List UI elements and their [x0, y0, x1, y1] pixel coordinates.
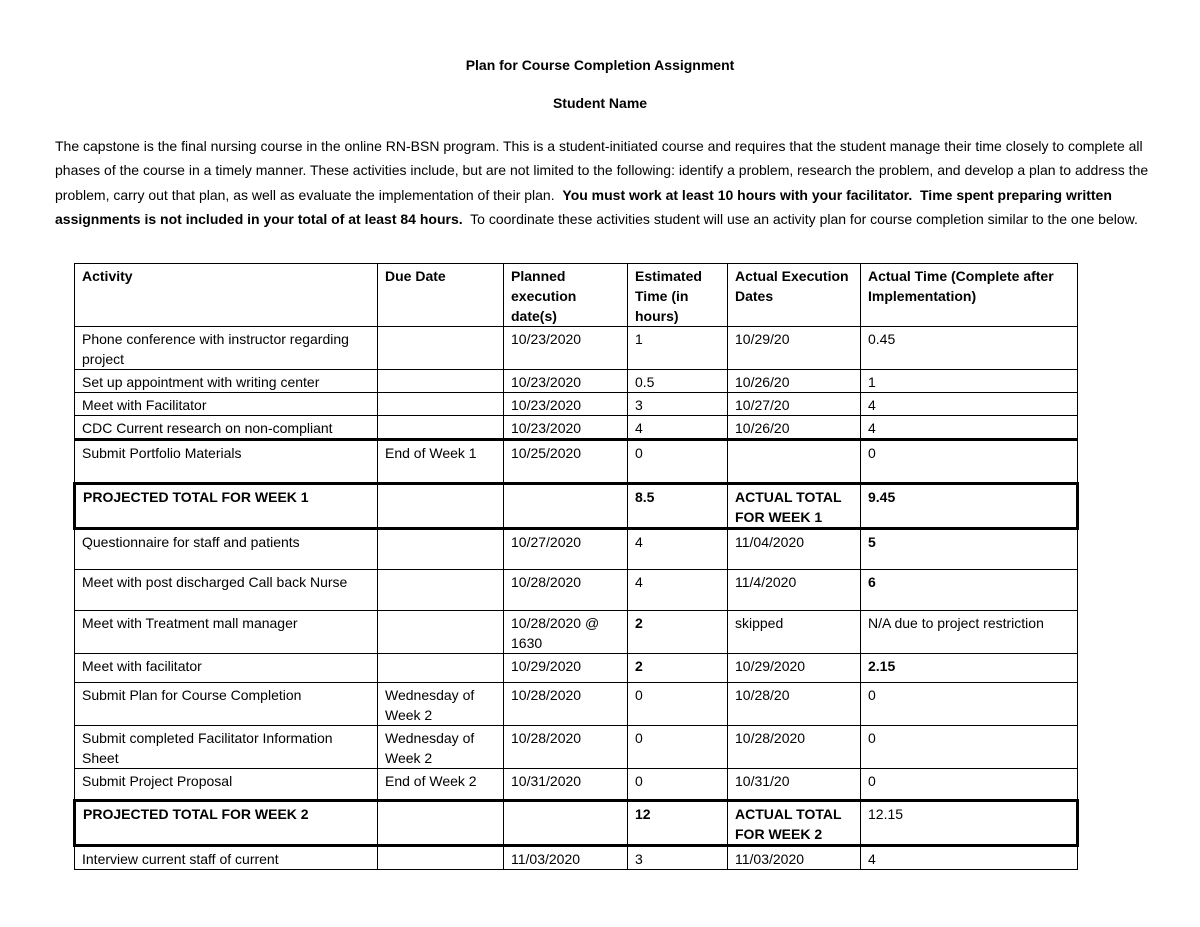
header-actual-dates: Actual Execution Dates — [728, 264, 861, 327]
cell-actual-time: 0 — [861, 726, 1078, 769]
cell-actual-dates — [728, 440, 861, 484]
header-activity: Activity — [75, 264, 378, 327]
cell-actual-time: 0 — [861, 440, 1078, 484]
table-row — [75, 654, 1078, 683]
cell-due-date — [378, 801, 504, 846]
week-1-total-row — [75, 484, 1078, 529]
cell-estimated-time: 0 — [628, 440, 728, 484]
cell-actual-time: 4 — [861, 393, 1078, 416]
cell-activity: Questionnaire for staff and patients — [75, 529, 378, 570]
cell-actual-dates: 10/29/2020 — [728, 654, 861, 683]
cell-planned-date: 10/23/2020 — [504, 393, 628, 416]
cell-actual-time: 2.15 — [861, 654, 1078, 683]
table-row — [75, 529, 1078, 570]
header-actual-time: Actual Time (Complete after Implementation) — [861, 264, 1078, 327]
cell-actual-time: 0 — [861, 769, 1078, 801]
table-row — [75, 393, 1078, 416]
cell-activity: Meet with Facilitator — [75, 393, 378, 416]
cell-actual-time: 4 — [861, 846, 1078, 870]
table-row — [75, 846, 1078, 870]
intro-paragraph — [55, 134, 1150, 232]
cell-due-date — [378, 570, 504, 611]
cell-planned-date: 10/25/2020 — [504, 440, 628, 484]
cell-due-date: End of Week 1 — [378, 440, 504, 484]
cell-estimated-time: 0.5 — [628, 370, 728, 393]
cell-projected-total-value: 12 — [628, 801, 728, 846]
cell-estimated-time: 1 — [628, 327, 728, 370]
table-header-row — [75, 264, 1078, 327]
cell-planned-date: 10/28/2020 — [504, 683, 628, 726]
cell-estimated-time: 2 — [628, 654, 728, 683]
cell-actual-time: 6 — [861, 570, 1078, 611]
table-row — [75, 370, 1078, 393]
header-due-date: Due Date — [378, 264, 504, 327]
activity-plan-table — [73, 263, 1079, 870]
cell-activity: Meet with post discharged Call back Nurse — [75, 570, 378, 611]
table-row — [75, 769, 1078, 801]
intro-text-end: To coordinate these activities student will use an activity plan for course completion similar to the one below. — [470, 211, 1138, 228]
cell-activity: CDC Current research on non-compliant — [75, 416, 378, 440]
cell-planned-date — [504, 484, 628, 529]
cell-actual-time: 0.45 — [861, 327, 1078, 370]
cell-planned-date: 10/23/2020 — [504, 370, 628, 393]
cell-estimated-time: 2 — [628, 611, 728, 654]
cell-activity: Interview current staff of current — [75, 846, 378, 870]
week-2-total-row — [75, 801, 1078, 846]
cell-planned-date: 11/03/2020 — [504, 846, 628, 870]
cell-actual-dates: 11/4/2020 — [728, 570, 861, 611]
cell-actual-total-value: 12.15 — [861, 801, 1078, 846]
cell-projected-total-label: PROJECTED TOTAL FOR WEEK 1 — [75, 484, 378, 529]
cell-activity: Meet with facilitator — [75, 654, 378, 683]
cell-actual-dates: 10/31/20 — [728, 769, 861, 801]
intro-requirement-facilitator: You must work at least 10 hours with your facilitator. — [562, 186, 913, 203]
cell-actual-dates: 10/29/20 — [728, 327, 861, 370]
table-row — [75, 683, 1078, 726]
cell-estimated-time: 3 — [628, 846, 728, 870]
cell-planned-date: 10/28/2020 — [504, 570, 628, 611]
table-row — [75, 327, 1078, 370]
cell-planned-date: 10/27/2020 — [504, 529, 628, 570]
cell-planned-date: 10/28/2020 @ 1630 — [504, 611, 628, 654]
cell-actual-time: 5 — [861, 529, 1078, 570]
cell-due-date: Wednesday of Week 2 — [378, 726, 504, 769]
cell-actual-dates: 11/03/2020 — [728, 846, 861, 870]
cell-activity: Submit Project Proposal — [75, 769, 378, 801]
cell-actual-dates: 10/26/20 — [728, 370, 861, 393]
cell-due-date — [378, 393, 504, 416]
cell-due-date: Wednesday of Week 2 — [378, 683, 504, 726]
cell-due-date: End of Week 2 — [378, 769, 504, 801]
cell-activity: Meet with Treatment mall manager — [75, 611, 378, 654]
cell-planned-date: 10/23/2020 — [504, 327, 628, 370]
cell-actual-dates: 10/28/2020 — [728, 726, 861, 769]
cell-planned-date — [504, 801, 628, 846]
table-row — [75, 570, 1078, 611]
header-estimated-time: Estimated Time (in hours) — [628, 264, 728, 327]
cell-estimated-time: 4 — [628, 416, 728, 440]
cell-actual-total-label: ACTUAL TOTAL FOR WEEK 1 — [728, 484, 861, 529]
table-row — [75, 416, 1078, 440]
cell-projected-total-value: 8.5 — [628, 484, 728, 529]
header-planned-date: Planned execution date(s) — [504, 264, 628, 327]
cell-activity: Submit Portfolio Materials — [75, 440, 378, 484]
student-name: Student Name — [552, 95, 648, 111]
cell-due-date — [378, 416, 504, 440]
cell-projected-total-label: PROJECTED TOTAL FOR WEEK 2 — [75, 801, 378, 846]
table-row — [75, 440, 1078, 484]
cell-estimated-time: 0 — [628, 726, 728, 769]
cell-due-date — [378, 370, 504, 393]
cell-planned-date: 10/31/2020 — [504, 769, 628, 801]
cell-actual-dates: 10/28/20 — [728, 683, 861, 726]
cell-actual-dates: 10/26/20 — [728, 416, 861, 440]
cell-actual-time: 4 — [861, 416, 1078, 440]
table-row — [75, 611, 1078, 654]
cell-activity: Set up appointment with writing center — [75, 370, 378, 393]
cell-actual-time: N/A due to project restriction — [861, 611, 1078, 654]
cell-activity: Phone conference with instructor regarding project — [75, 327, 378, 370]
cell-actual-dates: skipped — [728, 611, 861, 654]
cell-estimated-time: 0 — [628, 683, 728, 726]
cell-due-date — [378, 654, 504, 683]
document-title: Plan for Course Completion Assignment — [465, 57, 735, 73]
cell-planned-date: 10/28/2020 — [504, 726, 628, 769]
cell-planned-date: 10/23/2020 — [504, 416, 628, 440]
cell-actual-time: 0 — [861, 683, 1078, 726]
cell-due-date — [378, 529, 504, 570]
cell-activity: Submit completed Facilitator Information Sheet — [75, 726, 378, 769]
cell-estimated-time: 0 — [628, 769, 728, 801]
cell-estimated-time: 4 — [628, 529, 728, 570]
cell-planned-date: 10/29/2020 — [504, 654, 628, 683]
cell-actual-total-value: 9.45 — [861, 484, 1078, 529]
cell-due-date — [378, 611, 504, 654]
intro-text: The capstone is the final nursing course in the online RN-BSN program. This is a student-initiated course and requires that the student manage their time closely to complete all phases of the course in a timely manner. These activities include, but are not limited to the following: identify a problem, research the problem, and develop a plan to address the problem, carry out that plan, as well as evaluate the implementation of their plan. — [55, 138, 1149, 203]
table-row — [75, 726, 1078, 769]
cell-actual-time: 1 — [861, 370, 1078, 393]
cell-actual-total-label: ACTUAL TOTAL FOR WEEK 2 — [728, 801, 861, 846]
cell-estimated-time: 4 — [628, 570, 728, 611]
cell-due-date — [378, 484, 504, 529]
cell-actual-dates: 10/27/20 — [728, 393, 861, 416]
cell-actual-dates: 11/04/2020 — [728, 529, 861, 570]
cell-due-date — [378, 327, 504, 370]
cell-activity: Submit Plan for Course Completion — [75, 683, 378, 726]
cell-due-date — [378, 846, 504, 870]
cell-estimated-time: 3 — [628, 393, 728, 416]
intro-requirement-hours: Time spent preparing written assignments is not included in your total of at least 84 hours. — [55, 186, 1112, 228]
